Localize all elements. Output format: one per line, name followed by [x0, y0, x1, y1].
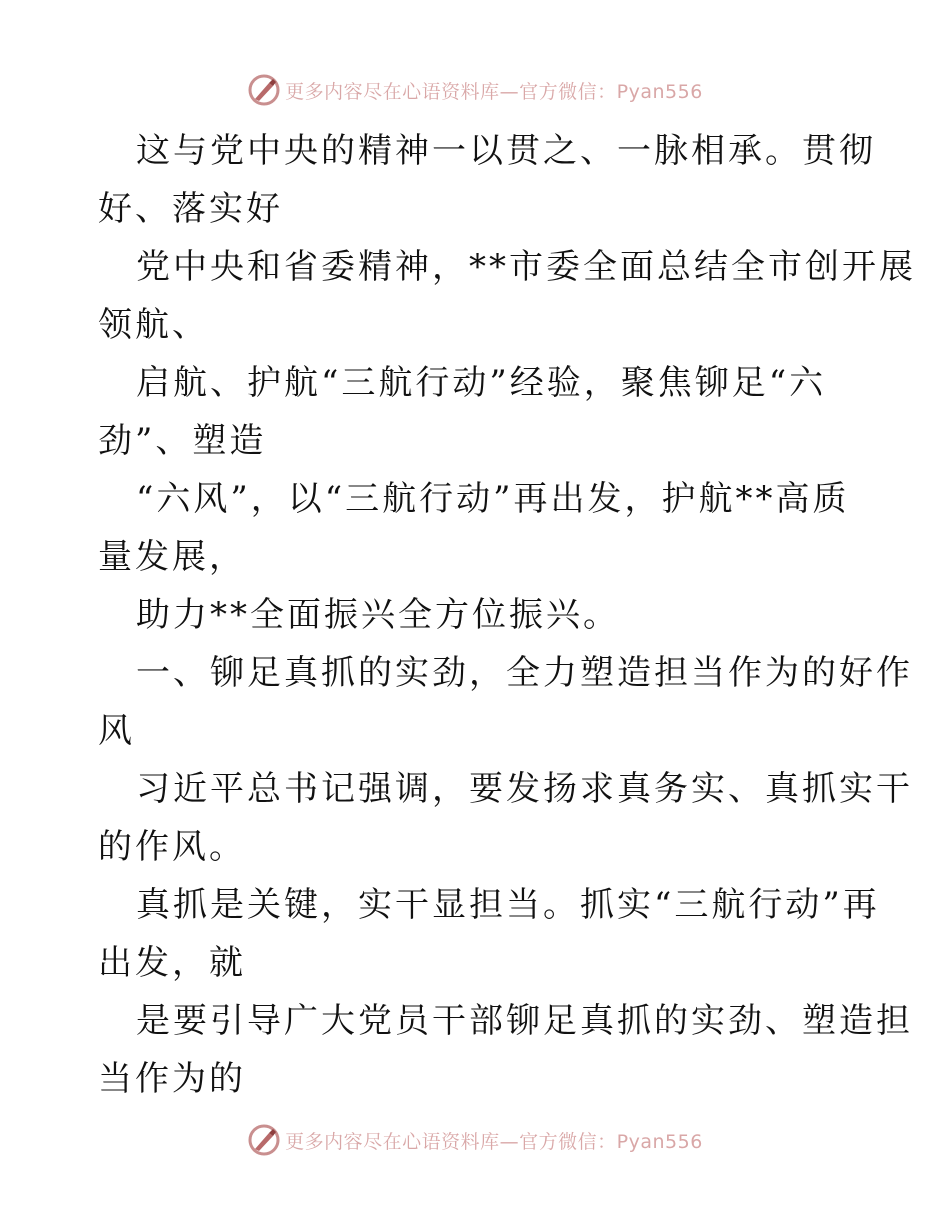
body-line: 出发，就 — [98, 943, 246, 983]
pen-logo-icon — [247, 1123, 281, 1157]
watermark-header — [0, 70, 950, 110]
section-heading: 一、铆足真抓的实劲，全力塑造担当作为的好作 — [136, 653, 913, 693]
body-line: 量发展， — [98, 537, 246, 577]
body-line: 党中央和省委精神，**市委全面总结全市创开展 — [136, 247, 916, 287]
body-line: 真抓是关键，实干显担当。抓实“三航行动”再 — [136, 885, 880, 925]
body-line: 当作为的 — [98, 1059, 246, 1099]
body-line: 劲”、塑造 — [98, 421, 267, 461]
body-line: 好、落实好 — [98, 189, 283, 229]
body-line: 领航、 — [98, 305, 209, 345]
body-line: 的作风。 — [98, 827, 246, 867]
watermark-footer — [0, 1120, 950, 1160]
body-line: 助力**全面振兴全方位振兴。 — [136, 595, 620, 635]
body-line: 这与党中央的精神一以贯之、一脉相承。贯彻 — [136, 131, 876, 171]
body-line: 启航、护航“三航行动”经验，聚焦铆足“六 — [136, 363, 827, 403]
watermark-text: 更多内容尽在心语资料库—官方微信：Pyan556 — [285, 1130, 703, 1153]
watermark-text: 更多内容尽在心语资料库—官方微信：Pyan556 — [285, 80, 703, 103]
body-line: “六风”，以“三航行动”再出发，护航**高质 — [136, 479, 850, 519]
section-heading-continued: 风 — [98, 711, 135, 751]
body-line: 是要引导广大党员干部铆足真抓的实劲、塑造担 — [136, 1001, 913, 1041]
body-line: 习近平总书记强调，要发扬求真务实、真抓实干 — [136, 769, 913, 809]
pen-logo-icon — [247, 73, 281, 107]
